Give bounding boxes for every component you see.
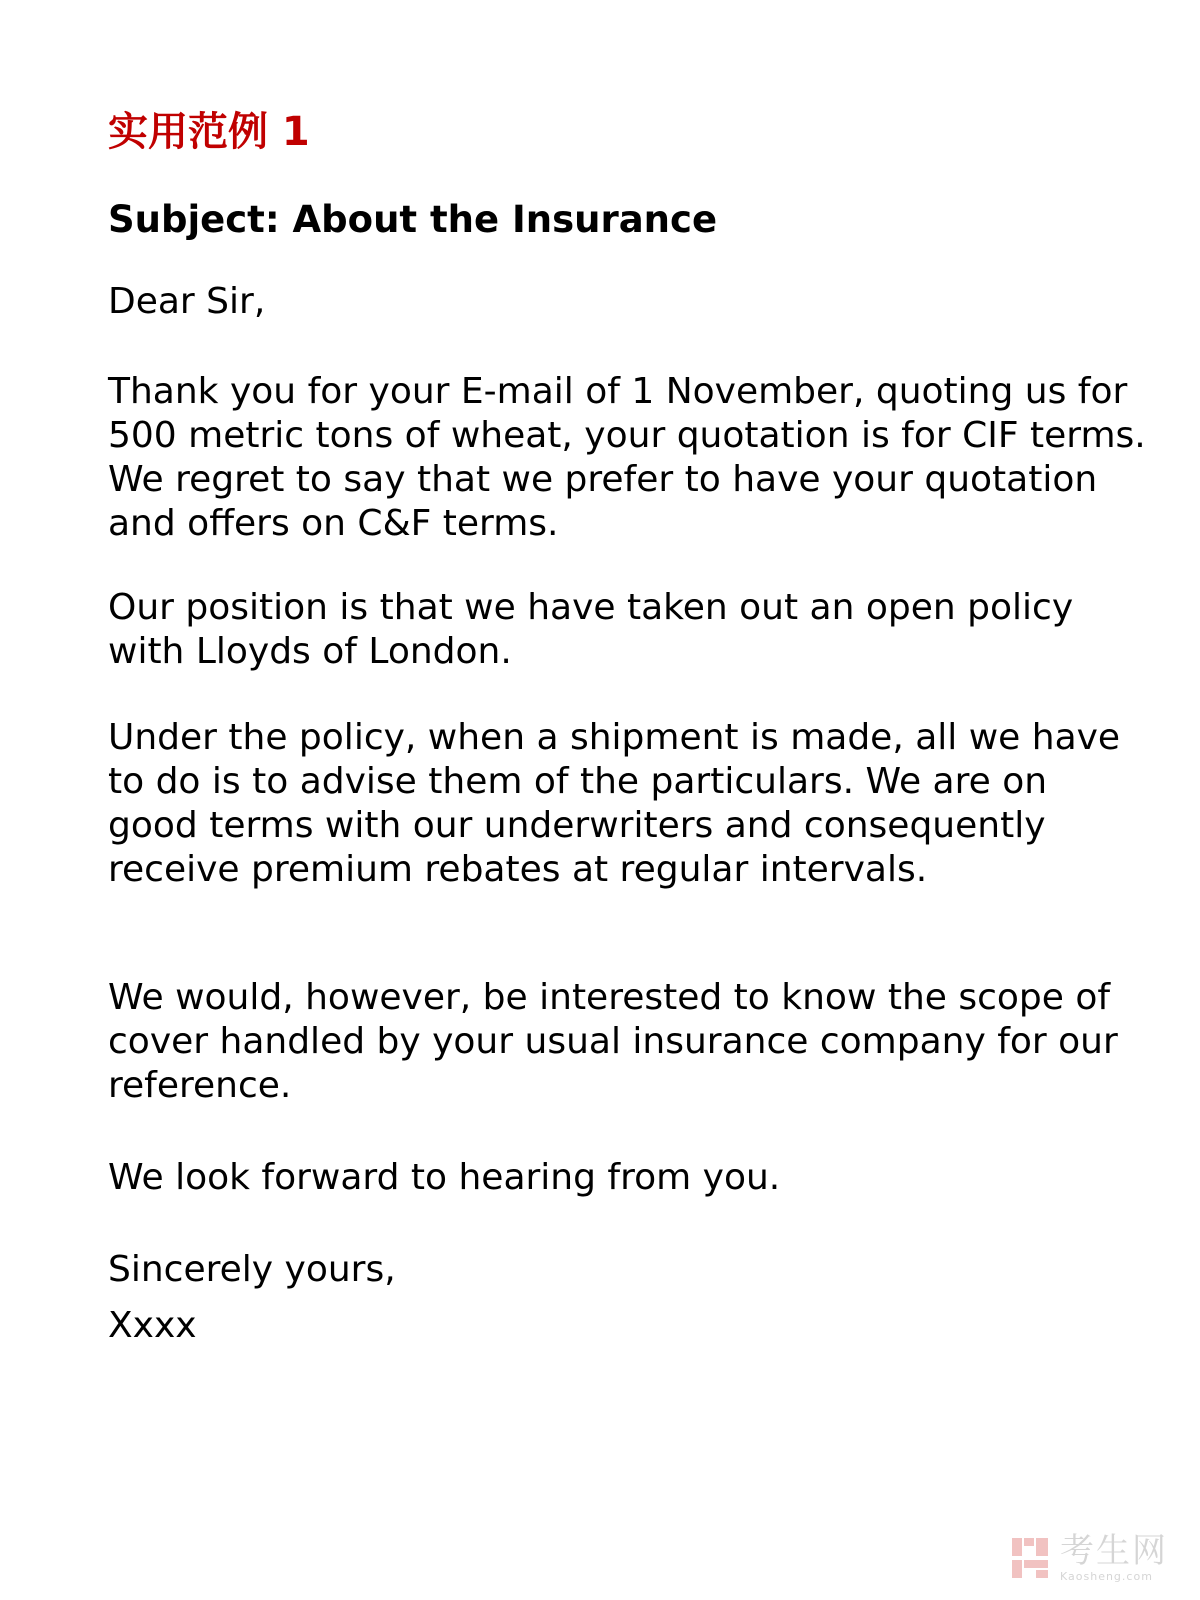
closing: Sincerely yours, (108, 1249, 396, 1290)
paragraph-1: Thank you for your E-mail of 1 November, quoting us for 500 metric tons of wheat, your quotation is for CIF terms. We regret to say that we prefer to have your quotation and offers on C&F terms. (108, 371, 1146, 544)
watermark-subtext: Kaosheng.com (1060, 1570, 1153, 1583)
watermark (1010, 1532, 1182, 1586)
watermark-text: 考生网 (1060, 1531, 1168, 1571)
kaosheng-logo-icon (1010, 1536, 1050, 1580)
paragraph-5: We look forward to hearing from you. (108, 1157, 781, 1198)
paragraph-3: Under the policy, when a shipment is made, all we have to do is to advise them of the particulars. We are on good terms with our underwriters and consequently receive premium rebates at regular intervals. (108, 717, 1121, 890)
signature: Xxxx (108, 1305, 197, 1346)
subject-line: Subject: About the Insurance (108, 198, 718, 241)
example-heading: 实用范例 1 (108, 109, 310, 155)
paragraph-2: Our position is that we have taken out an open policy with Lloyds of London. (108, 587, 1074, 672)
paragraph-4: We would, however, be interested to know the scope of cover handled by your usual insurance company for our reference. (108, 977, 1118, 1106)
greeting: Dear Sir, (108, 281, 266, 322)
